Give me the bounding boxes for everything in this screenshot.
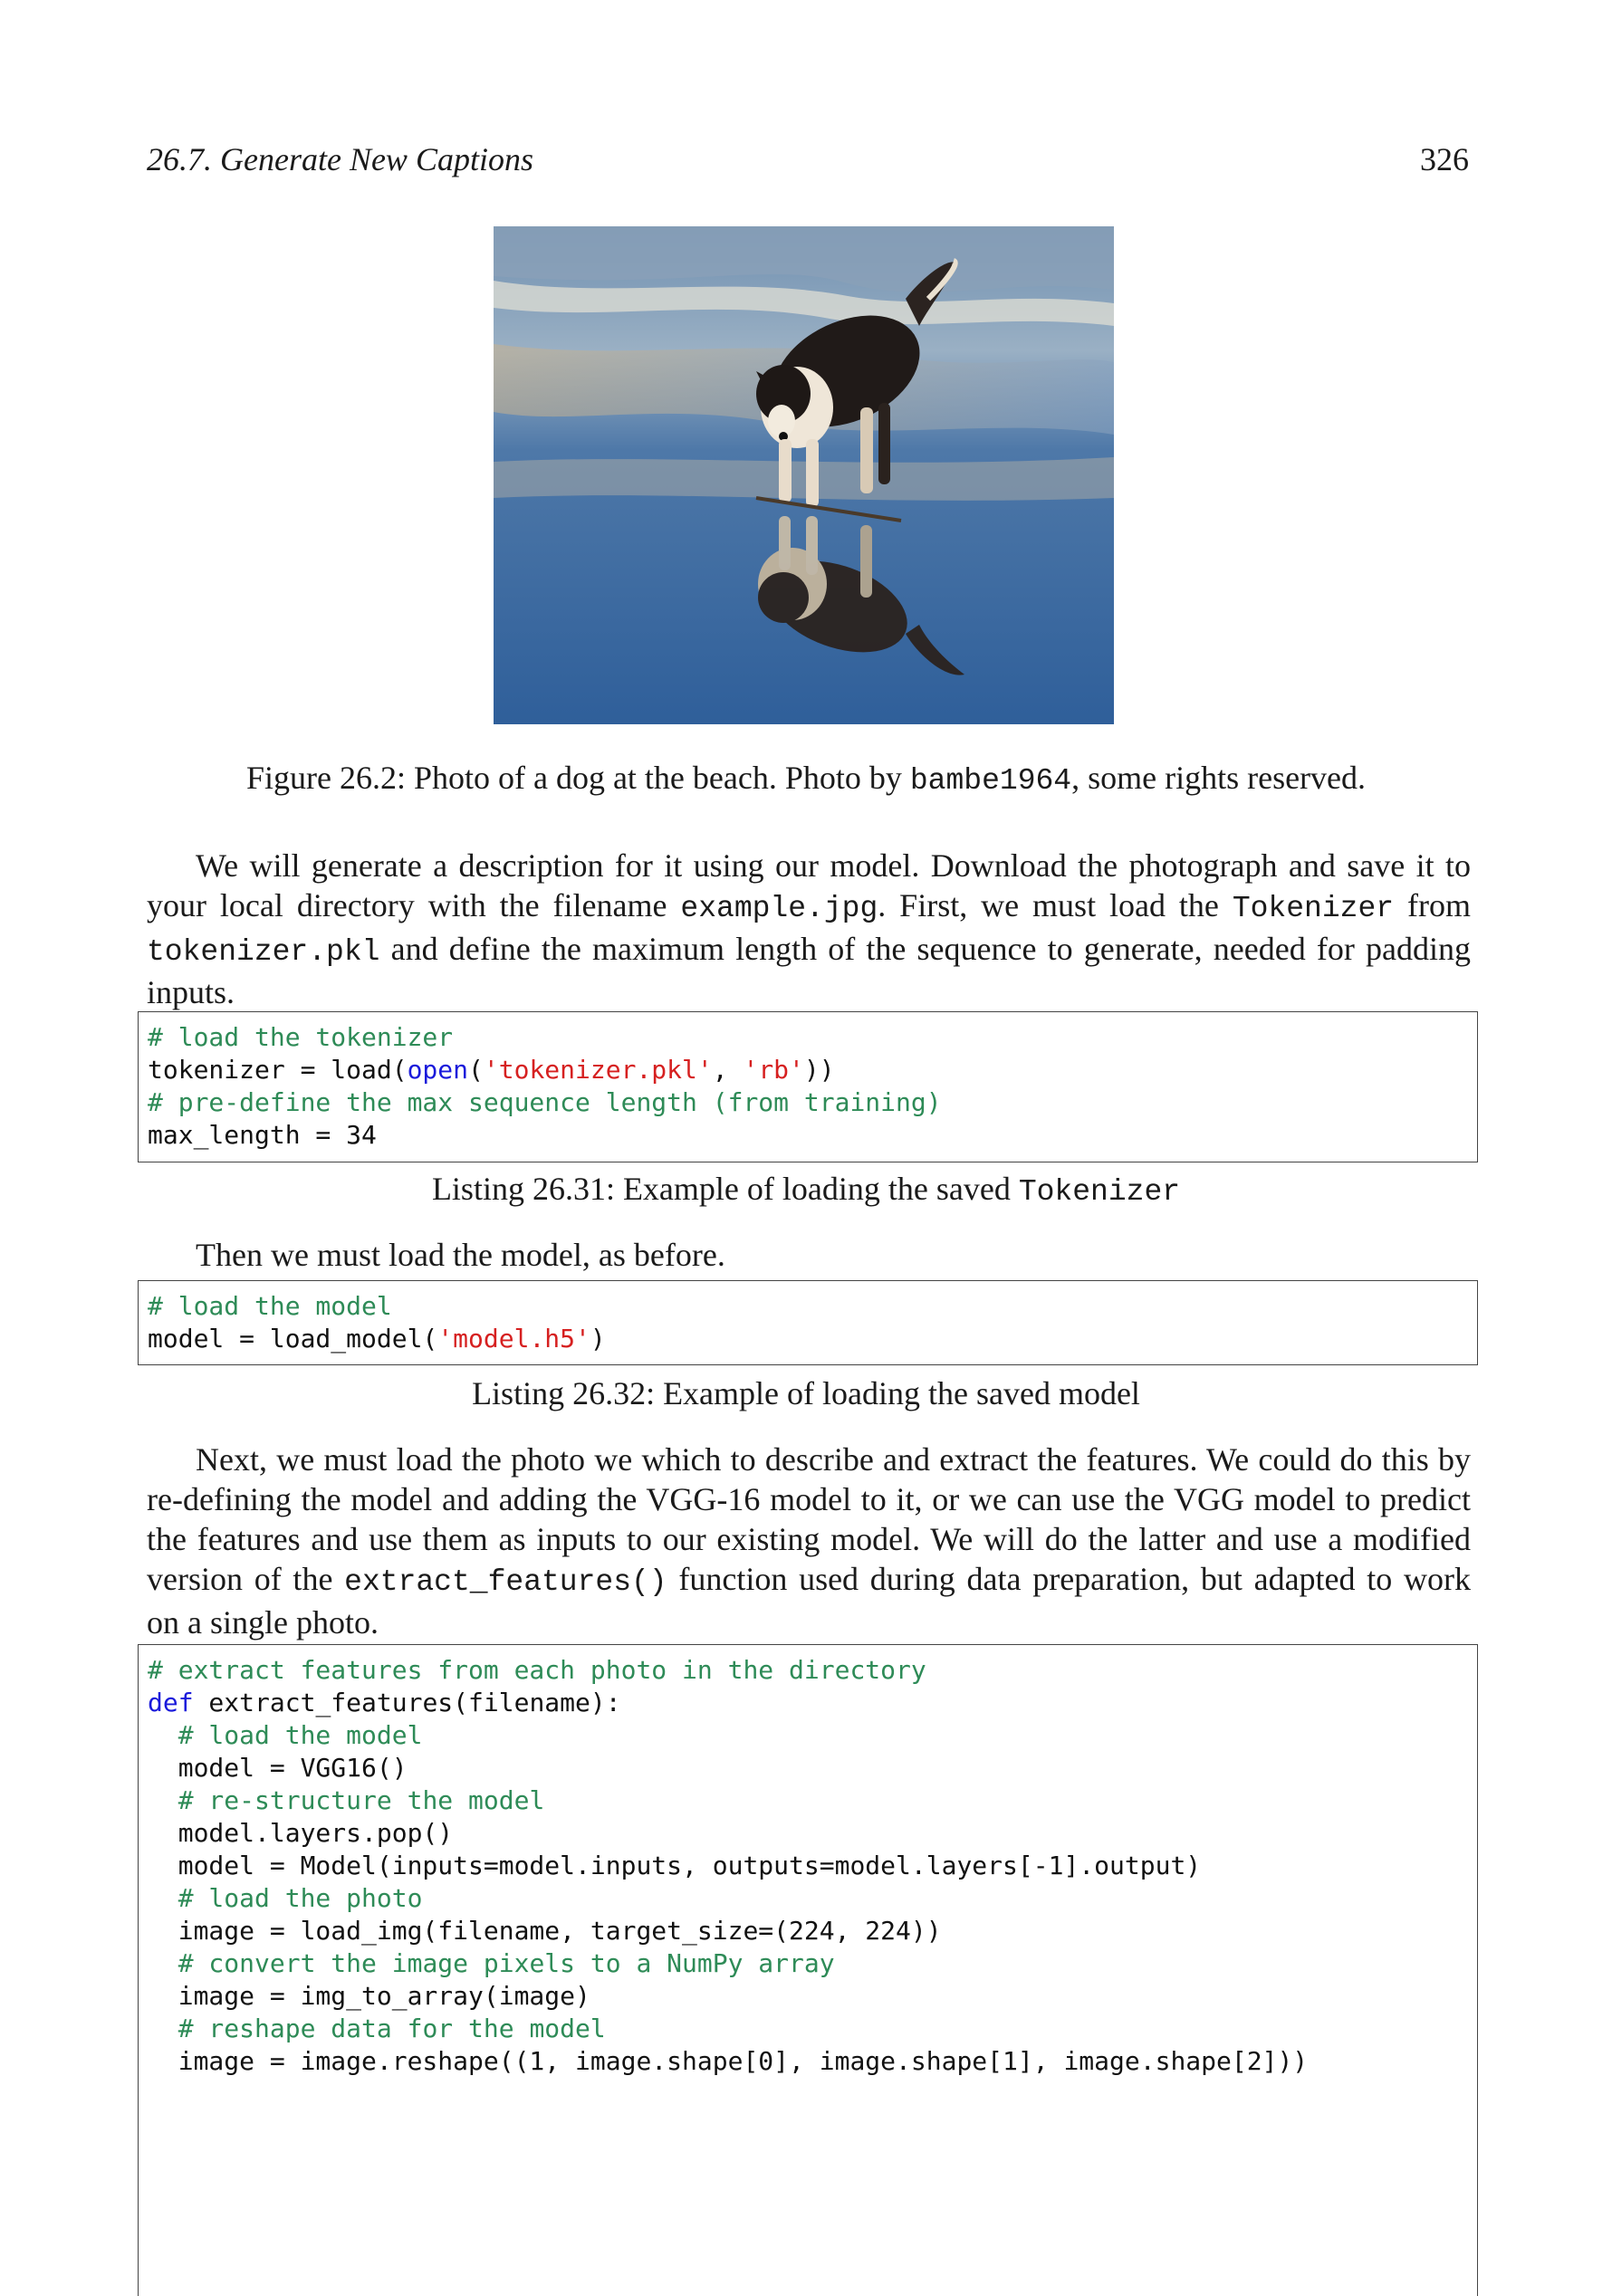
code-token: , (712, 1055, 744, 1085)
header-title: 26.7. Generate New Captions (147, 141, 533, 177)
function-name-code: extract_features() (344, 1565, 667, 1599)
code-token: # re-structure the model (178, 1785, 545, 1815)
code-line (148, 1291, 392, 1321)
code-token: # load the model (178, 1720, 423, 1750)
code-line (148, 1818, 453, 1848)
code-line (148, 1688, 621, 1717)
code-line (148, 1087, 942, 1117)
para1-text-3: from (1394, 887, 1471, 923)
para1-text-1: We will generate a description for it using our model. Download the photograph and save it to your local directory with the filename (147, 847, 1471, 923)
code-line (148, 1948, 835, 1978)
code-line (148, 1916, 942, 1946)
code-token (148, 1883, 178, 1913)
code-token: open (407, 1055, 469, 1085)
code-line (148, 1655, 926, 1685)
para3-text-2: function used during data preparation, but adapted to work on a single photo. (147, 1561, 1471, 1641)
dog-beach-photo (494, 226, 1114, 724)
code-token: )) (803, 1055, 835, 1085)
code-token (148, 1785, 178, 1815)
figure-caption-suffix: , some rights reserved. (1071, 760, 1367, 796)
code-token: image = image.reshape((1, image.shape[0], image.shape[1], image.shape[2])) (148, 2046, 1309, 2076)
para3-text-1: Next, we must load the photo we which to describe and extract the features. We could do this by re-defining the model and adding the VGG-16 model to it, or we can use the VGG model to predict the features and use them as inputs to our existing model. We will do the latter and use a modified version of the (147, 1441, 1471, 1597)
filename-code: example.jpg (680, 892, 878, 925)
code-token: image = load_img(filename, target_size=(224, 224)) (148, 1916, 942, 1946)
code-block (139, 1281, 1477, 1355)
code-block (139, 1012, 1477, 1152)
code-token: model = VGG16() (148, 1753, 408, 1783)
listing-31-caption-code: Tokenizer (1018, 1175, 1181, 1209)
tokenizer-code: Tokenizer (1232, 892, 1395, 925)
code-token: image = img_to_array(image) (148, 1981, 590, 2011)
code-token: # reshape data for the model (178, 2014, 606, 2043)
figure-caption-prefix: Figure 26.2: Photo of a dog at the beach. Photo by (245, 760, 910, 796)
code-token: # load the tokenizer (148, 1022, 454, 1052)
code-line (148, 1022, 453, 1052)
page-number: 326 (1420, 141, 1469, 177)
listing-31-caption (0, 1170, 1612, 1209)
code-listing-33 (138, 1644, 1478, 2296)
listing-32-caption: Listing 26.32: Example of loading the saved model (472, 1375, 1140, 1411)
code-token: model = Model(inputs=model.inputs, outputs=model.layers[-1].output) (148, 1851, 1202, 1880)
code-token: model = load_model( (148, 1324, 438, 1354)
code-line (148, 1055, 835, 1085)
code-token: 'rb' (743, 1055, 804, 1085)
code-token (148, 1720, 178, 1750)
code-token: # extract features from each photo in the directory (148, 1655, 926, 1685)
code-line (148, 1981, 590, 2011)
figure-caption (0, 759, 1612, 798)
code-line (148, 1785, 544, 1815)
code-token: tokenizer = load( (148, 1055, 408, 1085)
tokenizer-file-code: tokenizer.pkl (147, 935, 380, 969)
code-line (148, 1883, 422, 1913)
code-token: # load the model (148, 1291, 392, 1321)
code-listing-31 (138, 1011, 1478, 1162)
para1-text-4: and define the maximum length of the sequence to generate, needed for padding inputs. (147, 931, 1471, 1010)
code-line (148, 2014, 606, 2043)
code-line (148, 1753, 408, 1783)
code-line (148, 1851, 1201, 1880)
code-token: 'model.h5' (437, 1324, 590, 1354)
photo-credit: bambe1964 (909, 764, 1072, 798)
para1-text-2: . First, we must load the (878, 887, 1233, 923)
code-line (148, 1720, 422, 1750)
code-line (148, 1120, 377, 1150)
code-token: ) (590, 1324, 606, 1354)
paragraph-load-model (147, 1235, 1471, 1275)
listing-31-caption-text: Listing 26.31: Example of loading the saved (431, 1171, 1019, 1207)
code-token: def (148, 1688, 194, 1717)
para2-text: Then we must load the model, as before. (196, 1237, 725, 1273)
code-token: # convert the image pixels to a NumPy array (178, 1948, 835, 1978)
paragraph-extract-features (147, 1440, 1471, 1642)
code-token (148, 2014, 178, 2043)
code-block (139, 1645, 1477, 2078)
code-token: 'tokenizer.pkl' (483, 1055, 713, 1085)
code-token: model.layers.pop() (148, 1818, 454, 1848)
code-token: ( (468, 1055, 484, 1085)
code-line (148, 1324, 606, 1354)
code-token: # pre-define the max sequence length (from training) (148, 1087, 942, 1117)
code-token: extract_features(filename): (193, 1688, 621, 1717)
code-token (148, 1948, 178, 1978)
code-token: max_length = 34 (148, 1120, 377, 1150)
code-listing-32 (138, 1280, 1478, 1365)
code-token: # load the photo (178, 1883, 423, 1913)
code-line (148, 2046, 1308, 2076)
paragraph-intro (147, 846, 1471, 1012)
